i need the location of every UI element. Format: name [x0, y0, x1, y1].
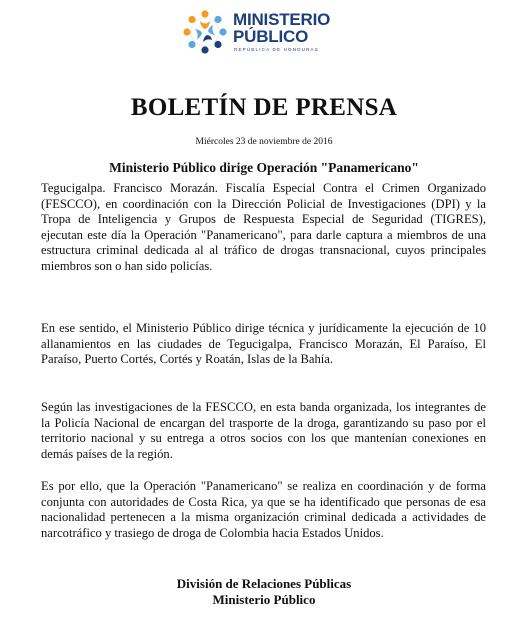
- logo-line-1: MINISTERIO: [233, 10, 331, 29]
- people-circle-icon: [183, 10, 227, 54]
- signature-institution: Ministerio Público: [212, 592, 316, 607]
- paragraph-4: Es por ello, que la Operación "Panamericano" se realiza en coordinación y de forma conjunta con autoridades de Costa Rica, ya que se ha identificado que personas de esa nacionalidad pertenecen a la misma organización criminal dedicada a actividades de narcotráfico y trasiego de droga de Colombia hacia Estados Unidos.: [41, 479, 486, 540]
- paragraph-2: En ese sentido, el Ministerio Público dirige técnica y jurídicamente la ejecución de 10 allanamientos en las ciudades de Tegucigalpa, Francisco Morazán, El Paraíso, El Paraíso, Puerto Cortés, Cortés y Roatán, Islas de la Bahía.: [41, 321, 486, 367]
- press-date: Miércoles 23 de noviembre de 2016: [195, 137, 333, 147]
- paragraph-3: Según las investigaciones de la FESCCO, en esta banda organizada, los integrantes de la Policía Nacional de encargan del trasporte de la droga, garantizando su paso por el territorio nacional y su entrega a otros socios con los que mantenían conexiones en demás países de la región.: [41, 400, 486, 461]
- logo-subtitle: REPÚBLICA DE HONDURAS: [234, 47, 319, 52]
- paragraph-1: Tegucigalpa. Francisco Morazán. Fiscalía Especial Contra el Crimen Organizado (FESCCO), en coordinación con la Dirección Policial de Investigaciones (DPI) y la Tropa de Inteligencia y Grupos de Respuesta Especial de Seguridad (TIGRES), ejecutan este día la Operación "Panamericano", para darle captura a miembros de una estructura criminal dedicada al al tráfico de drogas transnacional, cuyos principales miembros son o han sido policías.: [41, 181, 486, 273]
- ministerio-publico-logo: [183, 8, 383, 60]
- logo-wordmark: [233, 11, 330, 45]
- press-headline: Ministerio Público dirige Operación "Panamericano": [109, 160, 419, 175]
- page-title: BOLETÍN DE PRENSA: [130, 94, 398, 121]
- signature-department: División de Relaciones Públicas: [176, 576, 352, 591]
- logo-line-2: PÚBLICO: [233, 27, 309, 46]
